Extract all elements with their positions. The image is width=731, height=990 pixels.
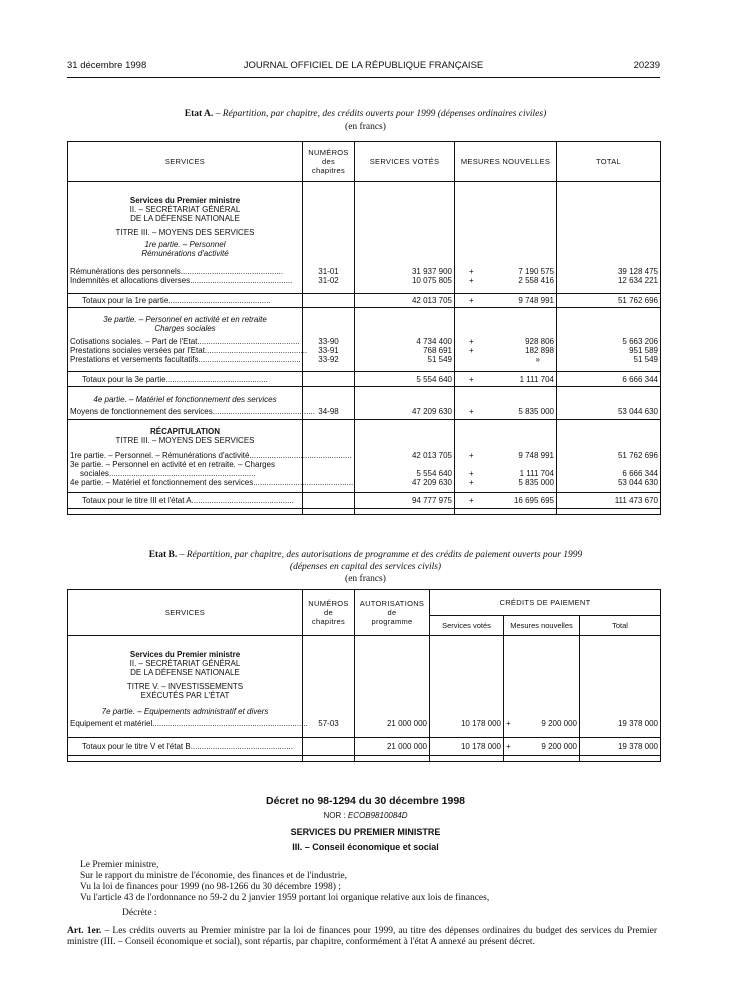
row-votes: 47 209 630	[355, 478, 455, 487]
row-total: 5 663 206	[557, 337, 661, 346]
decree-body	[80, 860, 655, 919]
decree-title: Décret no 98-1294 du 30 décembre 1998	[265, 795, 466, 807]
row-mesures: + 9 200 000	[504, 716, 580, 732]
section-title-row: Services du Premier ministre	[68, 650, 303, 659]
row-label: Totaux pour le titre V et l'état B..............................................	[68, 738, 303, 756]
etat-a-unit: (en francs)	[345, 122, 386, 132]
row-votes: 5 554 640	[355, 469, 455, 478]
row-total: 39 128 475	[557, 267, 661, 276]
row-mesures: + 2 558 416	[455, 276, 557, 285]
row-label: 1re partie. – Personnel. – Rémunérations d'activité..............................................	[68, 451, 303, 460]
row-total: 19 378 000	[580, 738, 661, 756]
row-total: 51 762 696	[557, 294, 661, 308]
row-votes: 42 013 705	[355, 294, 455, 308]
col-services-votes: Services votés	[430, 616, 504, 636]
section-subtitle: DE LA DÉFENSE NATIONALE	[68, 214, 303, 223]
recap-heading: RÉCAPITULATION	[68, 420, 303, 436]
row-label: 4e partie. – Matériel et fonctionnement des services..............................................	[68, 478, 303, 487]
row-label: Totaux pour le titre III et l'état A..............................................	[68, 493, 303, 509]
col-total: Total	[580, 616, 661, 636]
col-mesures-nouvelles: MESURES NOUVELLES	[455, 142, 557, 182]
row-total: 111 473 670	[557, 493, 661, 509]
row-votes: 47 209 630	[355, 404, 455, 420]
decree-article	[67, 926, 657, 948]
row-autorisations: 21 000 000	[355, 738, 430, 756]
row-label: Cotisations sociales. – Part de l'Etat..............................................	[68, 337, 303, 346]
row-chapter: 57-03	[303, 716, 355, 732]
partie-heading: 4e partie. – Matériel et fonctionnement des services	[68, 387, 303, 404]
decree-nor	[0, 810, 731, 822]
decree-conseil: III. – Conseil économique et social	[292, 842, 439, 852]
total-row	[68, 493, 661, 509]
partie-heading: 1re partie. – Personnel	[68, 237, 303, 249]
col-numeros: NUMÉROS des chapitres	[303, 142, 355, 182]
table-row	[68, 716, 661, 732]
col-services: SERVICES	[68, 142, 303, 182]
decree-line: Le Premier ministre,	[80, 860, 159, 870]
titre-heading: EXÉCUTÉS PAR L'ÉTAT	[68, 691, 303, 700]
row-label: Totaux pour la 1re partie..............................................	[68, 294, 303, 308]
titre-heading: TITRE V. – INVESTISSEMENTS	[68, 677, 303, 691]
section-subtitle: DE LA DÉFENSE NATIONALE	[68, 668, 303, 677]
row-chapter: 31-01	[303, 267, 355, 276]
subtotal-row	[68, 294, 661, 308]
table-row	[68, 355, 661, 364]
decree-line: Vu la loi de finances pour 1999 (no 98-1266 du 30 décembre 1998) ;	[80, 882, 341, 892]
col-autorisations: AUTORISATIONS de programme	[355, 590, 430, 636]
nor-label: NOR :	[323, 811, 348, 820]
etat-b-table	[67, 589, 661, 762]
etat-b-header-row	[68, 590, 661, 616]
etat-b-unit: (en francs)	[345, 574, 386, 584]
table-row	[68, 404, 661, 420]
col-credits-paiement: CRÉDITS DE PAIEMENT	[430, 590, 661, 616]
section-subtitle: II. – SECRÉTARIAT GÉNÉRAL	[68, 659, 303, 668]
row-mesures: + 9 200 000	[504, 738, 580, 756]
header-journal: JOURNAL OFFICIEL DE LA RÉPUBLIQUE FRANÇAISE	[243, 60, 484, 71]
row-autorisations: 21 000 000	[355, 716, 430, 732]
table-row	[68, 469, 661, 478]
table-row	[68, 276, 661, 285]
row-total: 12 634 221	[557, 276, 661, 285]
row-votes: 31 937 900	[355, 267, 455, 276]
section-title-row: Services du Premier ministre	[68, 196, 661, 205]
row-total: 951 589	[557, 346, 661, 355]
article-text: – Les crédits ouverts au Premier ministre par la loi de finances pour 1999, au titre des dépenses ordinaires du budget des services du Premier ministre (III. – Conseil économique et social), sont répartis, par chapitre, conformément à l'état A annexé au présent décret.	[67, 926, 657, 947]
row-label: Rémunérations des personnels..............................................	[68, 267, 303, 276]
row-label: Totaux pour la 3e partie..............................................	[68, 372, 303, 387]
etat-b-title	[0, 549, 731, 561]
row-votes: 5 554 640	[355, 372, 455, 387]
row-votes: 51 549	[355, 355, 455, 364]
row-votes: 42 013 705	[355, 451, 455, 460]
row-mesures: + 9 748 991	[455, 451, 557, 460]
etat-b-title-line2: (dépenses en capital des services civils)	[289, 562, 442, 572]
titre-heading: TITRE III. – MOYENS DES SERVICES	[68, 223, 303, 237]
total-row	[68, 738, 661, 756]
row-votes: 4 734 400	[355, 337, 455, 346]
row-votes: 10 178 000	[430, 716, 504, 732]
section-subtitle: II. – SECRÉTARIAT GÉNÉRAL	[68, 205, 303, 214]
etat-b-label: Etat B.	[148, 550, 178, 560]
row-mesures: + 16 695 695	[455, 493, 557, 509]
row-label: Prestations et versements facultatifs..............................................	[68, 355, 303, 364]
article-label: Art. 1er.	[67, 926, 102, 936]
etat-a-header-row	[68, 142, 661, 182]
row-mesures: + 9 748 991	[455, 294, 557, 308]
row-total: 19 378 000	[580, 716, 661, 732]
header-page-number: 20239	[633, 60, 660, 71]
col-services: SERVICES	[68, 590, 303, 636]
page-header	[67, 60, 660, 74]
row-votes: 768 691	[355, 346, 455, 355]
header-date: 31 décembre 1998	[67, 60, 147, 71]
row-mesures: + 5 835 000	[455, 404, 557, 420]
row-label: Moyens de fonctionnement des services..............................................	[68, 404, 303, 420]
decree-services: SERVICES DU PREMIER MINISTRE	[290, 827, 441, 837]
table-row	[68, 451, 661, 460]
row-total: 53 044 630	[557, 478, 661, 487]
row-total: 51 762 696	[557, 451, 661, 460]
row-mesures: + 1 111 704	[455, 469, 557, 478]
nor-number: ECOB9810084D	[347, 811, 408, 820]
table-row	[68, 478, 661, 487]
table-row	[68, 337, 661, 346]
col-services-votes: SERVICES VOTÉS	[355, 142, 455, 182]
row-votes: 10 075 805	[355, 276, 455, 285]
row-mesures: + 182 898	[455, 346, 557, 355]
partie-heading: 7e partie. – Equipements administratif et divers	[68, 700, 303, 716]
decree-decrete: Décrète :	[122, 908, 157, 918]
col-total: TOTAL	[557, 142, 661, 182]
table-row	[68, 346, 661, 355]
row-total: 6 666 344	[557, 372, 661, 387]
row-votes: 10 178 000	[430, 738, 504, 756]
row-chapter: 34-98	[303, 404, 355, 420]
etat-a-title-text: – Répartition, par chapitre, des crédits ouverts pour 1999 (dépenses ordinaires civiles)	[213, 109, 547, 119]
row-mesures: + 928 806	[455, 337, 557, 346]
subtotal-row	[68, 372, 661, 387]
row-label: Indemnités et allocations diverses..............................................	[68, 276, 303, 285]
row-chapter: 33-92	[303, 355, 355, 364]
decree-line: Vu l'article 43 de l'ordonnance no 59-2 du 2 janvier 1959 portant loi organique relative aux lois de finances,	[80, 893, 490, 903]
row-total: 51 549	[557, 355, 661, 364]
row-chapter: 31-02	[303, 276, 355, 285]
col-mesures-nouvelles: Mesures nouvelles	[504, 616, 580, 636]
etat-b-title-text: – Répartition, par chapitre, des autorisations de programme et des crédits de paiement ouverts pour 1999	[177, 550, 583, 560]
partie-subheading: Rémunérations d'activité	[68, 249, 303, 267]
row-mesures: »	[455, 355, 557, 364]
row-total: 53 044 630	[557, 404, 661, 420]
recap-titre: TITRE III. – MOYENS DES SERVICES	[68, 436, 303, 451]
row-mesures: + 7 190 575	[455, 267, 557, 276]
partie-subheading: Charges sociales	[68, 324, 303, 337]
col-numeros: NUMÉROS de chapitres	[303, 590, 355, 636]
row-label: Equipement et matériel......................................................................	[68, 716, 303, 732]
row-chapter: 33-91	[303, 346, 355, 355]
row-mesures: + 5 835 000	[455, 478, 557, 487]
row-votes: 94 777 975	[355, 493, 455, 509]
row-chapter: 33-90	[303, 337, 355, 346]
table-row	[68, 267, 661, 276]
etat-a-title	[0, 108, 731, 120]
row-mesures: + 1 111 704	[455, 372, 557, 387]
decree-line: Sur le rapport du ministre de l'économie, des finances et de l'industrie,	[80, 871, 347, 881]
row-label: Prestations sociales versées par l'Etat..............................................	[68, 346, 303, 355]
row-total: 6 666 344	[557, 469, 661, 478]
partie-heading: 3e partie. – Personnel en activité et en retraite	[68, 308, 303, 324]
etat-a-table	[67, 141, 661, 515]
etat-a-label: Etat A.	[184, 109, 214, 119]
row-label: sociales..................................................................	[68, 469, 303, 478]
header-rule	[67, 77, 660, 78]
row-label-line: 3e partie. – Personnel en activité et en retraite. – Charges	[68, 460, 303, 469]
